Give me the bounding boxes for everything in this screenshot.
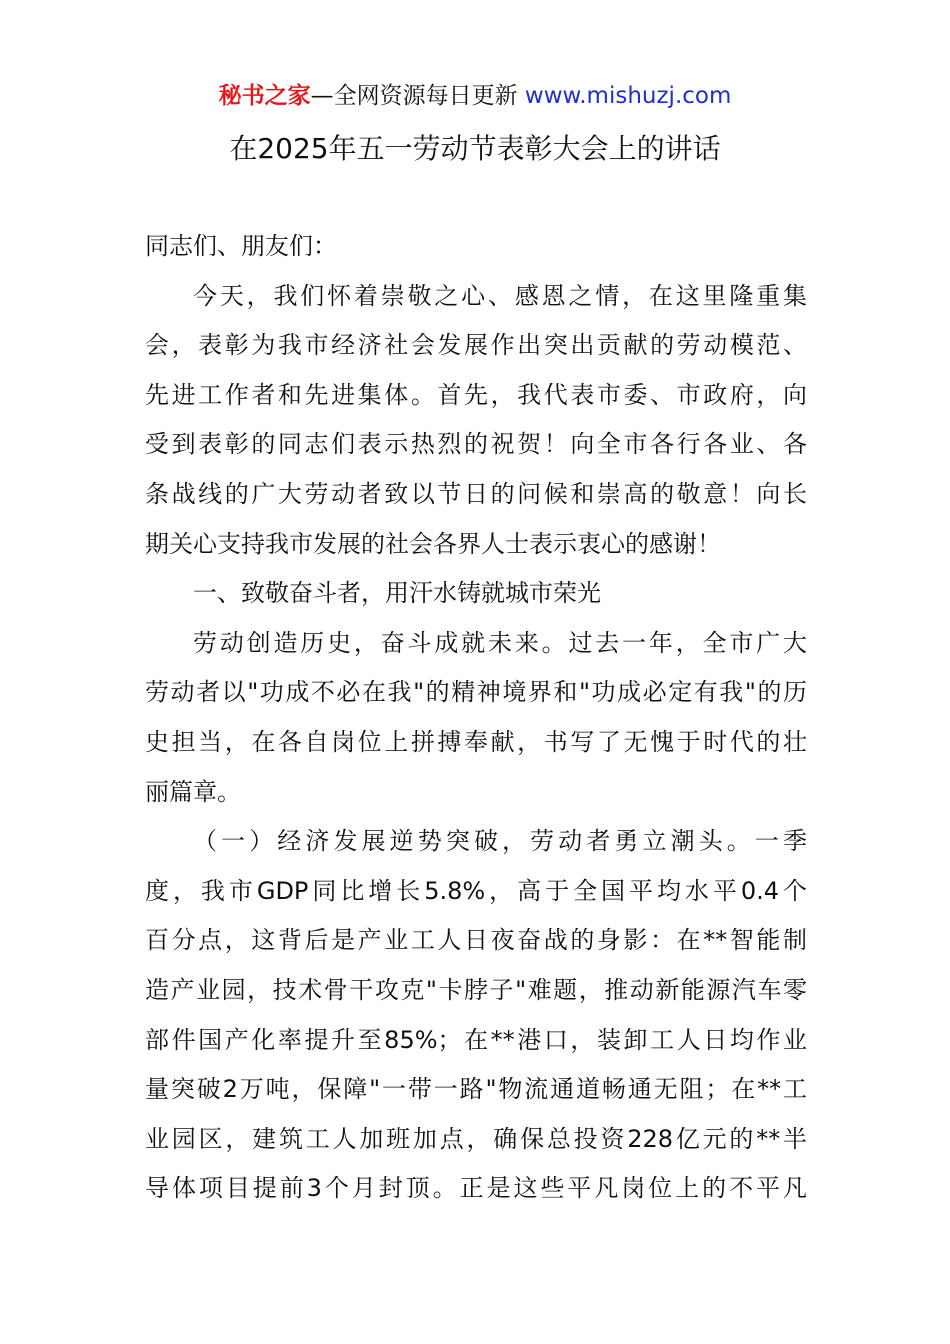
document-title: 在2025年五一劳动节表彰大会上的讲话 [229,132,721,165]
text-line: 部件国产化率提升至85%；在**港口，装卸工人日均作业 [145,1025,807,1054]
site-brand: 秘书之家 [218,83,311,109]
text-line: 劳动者以"功成不必在我"的精神境界和"功成必定有我"的历 [145,678,807,707]
text-line: 度，我市GDP同比增长5.8%，高于全国平均水平0.4个 [145,876,807,905]
text-line: 量突破2万吨，保障"一带一路"物流通道畅通无阻；在**工 [145,1075,807,1104]
section-heading: 一、致敬奋斗者，用汗水铸就城市荣光 [193,579,601,608]
text-line: 今天，我们怀着崇敬之心、感恩之情，在这里隆重集 [193,281,807,310]
text-line: 史担当，在各自岗位上拼搏奉献，书写了无愧于时代的壮 [145,727,807,756]
text-line: 劳动创造历史，奋斗成就未来。过去一年，全市广大 [193,628,807,657]
text-line: 造产业园，技术骨干攻克"卡脖子"难题，推动新能源汽车零 [145,975,807,1004]
salutation-line: 同志们、朋友们： [145,232,337,260]
document-body [145,222,807,1214]
site-tagline: —全网资源每日更新 [310,83,518,109]
text-line: 受到表彰的同志们表示热烈的祝贺！向全市各行各业、各 [145,430,807,459]
text-line: 会，表彰为我市经济社会发展作出突出贡献的劳动模范、 [145,331,807,360]
text-line: 导体项目提前3个月封顶。正是这些平凡岗位上的不平凡 [145,1174,807,1203]
site-header [0,78,950,114]
text-line: 先进工作者和先进集体。首先，我代表市委、市政府，向 [145,380,807,409]
text-line: 条战线的广大劳动者致以节日的问候和崇高的敬意！向长 [145,479,807,508]
text-line: 期关心支持我市发展的社会各界人士表示衷心的感谢！ [145,529,721,558]
text-line: 业园区，建筑工人加班加点，确保总投资228亿元的**半 [145,1124,807,1153]
text-line: 丽篇章。 [145,777,241,806]
text-line: 百分点，这背后是产业工人日夜奋战的身影：在**智能制 [145,926,807,955]
subsection-line: （一）经济发展逆势突破，劳动者勇立潮头。一季 [193,827,807,856]
site-url-link[interactable]: www.mishuzj.com [524,83,732,109]
